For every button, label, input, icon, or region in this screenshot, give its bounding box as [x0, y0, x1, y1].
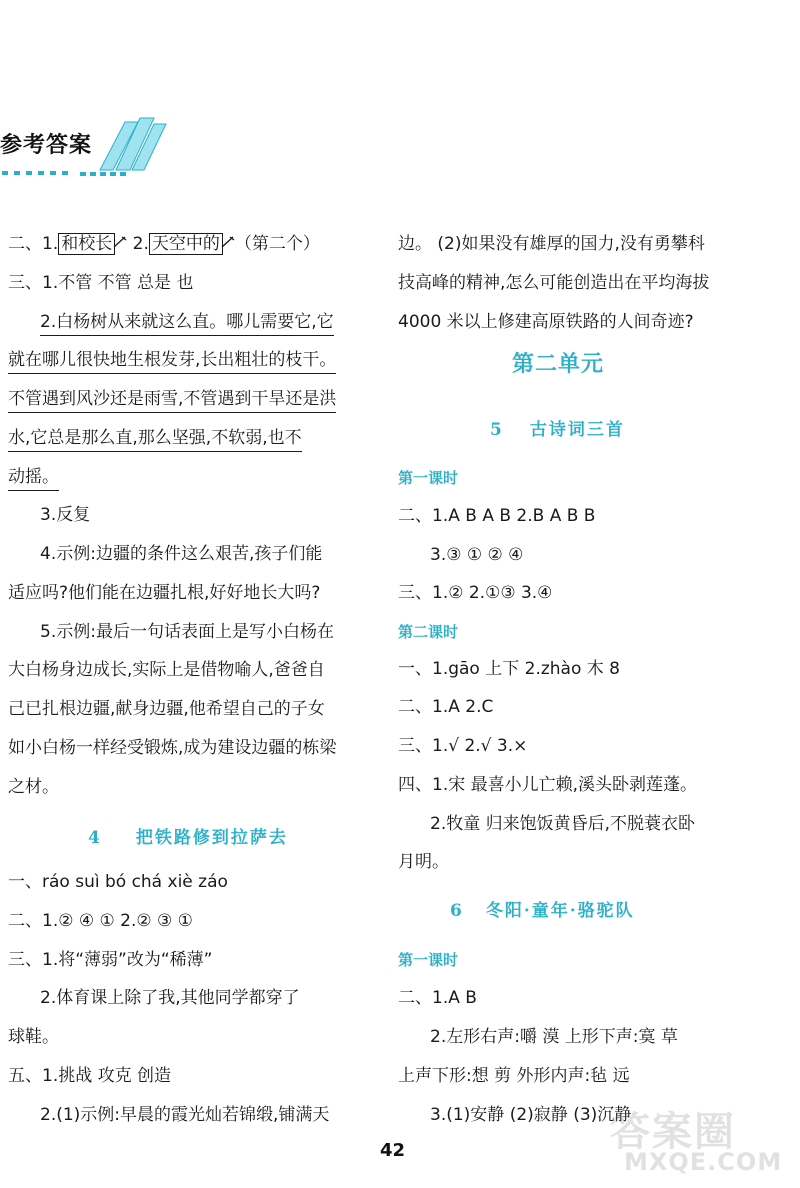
answer-line: 三、1.将“薄弱”改为“稀薄”	[8, 950, 213, 970]
answer-line: 一、ráo suì bó chá xiè záo	[8, 872, 228, 892]
answer-mid: 2.	[127, 234, 149, 254]
answer-line: 如小白杨一样经受锻炼,成为建设边疆的栋梁	[8, 738, 337, 758]
answer-line: 二、1.A B A B 2.B A B B	[398, 506, 596, 526]
answer-line	[8, 236, 320, 253]
answer-header	[0, 110, 190, 180]
answer-line: 三、1.√ 2.√ 3.×	[398, 736, 528, 756]
answer-line: 己已扎根边疆,献身边疆,他希望自己的子女	[8, 699, 325, 719]
answer-line: 4000 米以上修建高原铁路的人间奇迹?	[398, 312, 694, 332]
watermark-title: 答案圈	[610, 1109, 736, 1155]
answer-line: 一、1.gāo 上下 2.zhào 木 8	[398, 659, 620, 679]
lesson-4-title	[88, 823, 288, 848]
pen-mark-icon	[113, 236, 127, 248]
answer-line: 边。 (2)如果没有雄厚的国力,没有勇攀科	[398, 234, 705, 254]
underlined-text: 就在哪儿很快地生根发芽,长出粗壮的枝干。	[8, 350, 336, 374]
book-stack-icon	[80, 110, 190, 180]
answer-line: 3.(1)安静 (2)寂静 (3)沉静	[430, 1105, 632, 1125]
answer-line: 3.③ ① ② ④	[430, 545, 524, 565]
answer-line: 球鞋。	[8, 1027, 59, 1047]
boxed-answer: 和校长	[58, 233, 115, 255]
answer-prefix: 二、1.	[8, 234, 59, 254]
unit-2-title: 第二单元	[512, 352, 605, 377]
pen-mark-icon	[221, 236, 235, 248]
boxed-answer: 天空中的	[149, 233, 223, 255]
answer-line: 月明。	[398, 852, 449, 872]
answer-line: 上声下形:想 剪 外形内声:毡 远	[398, 1066, 630, 1086]
answer-line: 二、1.A B	[398, 988, 477, 1008]
dots-decoration	[0, 168, 80, 178]
answer-line: 之材。	[8, 777, 59, 797]
underlined-text: 动摇。	[8, 467, 59, 491]
answer-line: 2.体育课上除了我,其他同学都穿了	[40, 988, 300, 1008]
lesson-number: 6	[450, 901, 464, 921]
lesson-name: 把铁路修到拉萨去	[135, 828, 288, 848]
answer-line	[40, 314, 334, 331]
answer-line: 2.左形右声:嚼 漠 上形下声:寞 草	[430, 1027, 678, 1047]
lesson-number: 5	[490, 420, 504, 440]
answer-line: 3.反复	[40, 505, 91, 525]
answer-line: 5.示例:最后一句话表面上是写小白杨在	[40, 622, 334, 642]
answer-line	[8, 391, 336, 408]
answer-line: 适应吗?他们能在边疆扎根,好好地长大吗?	[8, 583, 321, 603]
page-number: 42	[380, 1140, 406, 1161]
answer-line: 四、1.宋 最喜小儿亡赖,溪头卧剥莲蓬。	[398, 775, 698, 795]
section-title: 第二课时	[398, 623, 459, 641]
answer-line: 2.(1)示例:早晨的霞光灿若锦缎,铺满天	[40, 1105, 330, 1125]
lesson-name: 古诗词三首	[529, 420, 625, 440]
section-title: 第一课时	[398, 469, 459, 487]
underlined-text: 2.白杨树从来就这么直。哪儿需要它,它	[40, 312, 334, 336]
answer-line	[8, 352, 336, 369]
watermark-url: MXQE.COM	[624, 1148, 783, 1176]
answer-line: 二、1.A 2.C	[398, 697, 494, 717]
answer-line: 二、1.② ④ ① 2.② ③ ①	[8, 911, 193, 931]
answer-line	[8, 430, 302, 447]
answer-line: 三、1.② 2.①③ 3.④	[398, 583, 553, 603]
lesson-5-title	[490, 415, 625, 440]
answer-line: 4.示例:边疆的条件这么艰苦,孩子们能	[40, 544, 323, 564]
answer-line: 三、1.不管 不管 总是 也	[8, 273, 194, 293]
section-title: 第一课时	[398, 951, 459, 969]
answer-line: 技高峰的精神,怎么可能创造出在平均海拔	[398, 273, 710, 293]
lesson-6-title	[450, 896, 635, 921]
underlined-text: 水,它总是那么直,那么坚强,不软弱,也不	[8, 428, 302, 452]
answer-line: 五、1.挑战 攻克 创造	[8, 1066, 172, 1086]
answer-suffix: （第二个）	[234, 234, 320, 254]
answer-line: 2.牧童 归来饱饭黄昏后,不脱蓑衣卧	[430, 814, 696, 834]
answer-line	[8, 469, 59, 486]
watermark-logo	[610, 1098, 795, 1178]
lesson-number: 4	[88, 828, 102, 848]
page-heading: 参考答案	[0, 133, 93, 158]
lesson-name: 冬阳·童年·骆驼队	[485, 901, 635, 921]
underlined-text: 不管遇到风沙还是雨雪,不管遇到干旱还是洪	[8, 389, 336, 413]
answer-line: 大白杨身边成长,实际上是借物喻人,爸爸自	[8, 660, 325, 680]
